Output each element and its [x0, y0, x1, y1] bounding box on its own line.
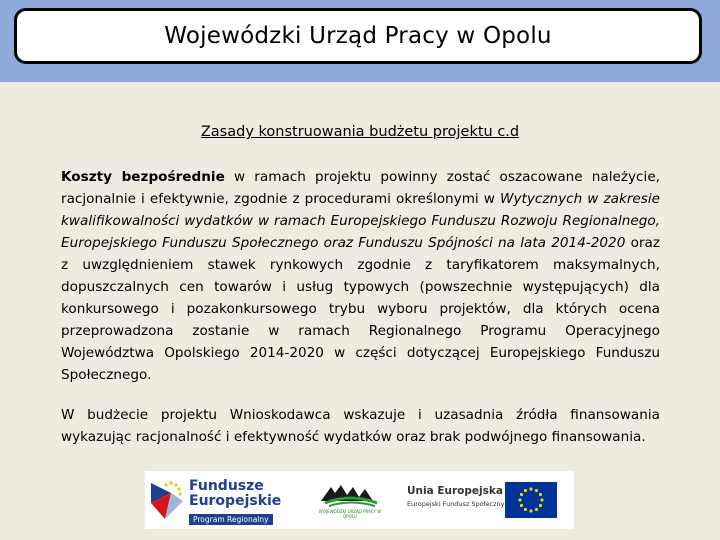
- bold-lead: Koszty bezpośrednie: [61, 169, 225, 185]
- wup-emblem-icon: [315, 479, 385, 509]
- fe-line2: Europejskie: [189, 493, 282, 509]
- fe-star-icon: [149, 477, 185, 523]
- ue-line2: Europejski Fundusz Społeczny: [407, 500, 505, 508]
- title-box: [14, 8, 702, 64]
- wup-opole-logo: [315, 479, 385, 523]
- section-heading: Zasady konstruowania budżetu projektu c.d: [200, 124, 520, 140]
- fe-line3: Program Regionalny: [189, 514, 273, 525]
- wup-caption: WOJEWÓDZKI URZĄD PRACY W OPOLU: [318, 509, 382, 519]
- guidelines-italic: Wytycznych w zakresie kwalifikowalności wydatków w ramach Europejskiego Funduszu Rozwoju Regionalnego, Europejskiego Funduszu Społecznego oraz Funduszu Spójności na lata 2014-2020: [61, 191, 661, 251]
- paragraph-direct-costs: [61, 166, 660, 386]
- eu-flag-icon: [505, 482, 557, 518]
- fe-text: [189, 479, 281, 527]
- ue-line1: Unia Europejska: [407, 485, 503, 497]
- fundusze-europejskie-logo: [149, 477, 299, 523]
- fe-line1: Fundusze: [189, 478, 264, 494]
- logo-strip: [145, 471, 574, 529]
- paragraph1-text-a: w ramach projektu powinny zostać oszacowane należycie, racjonalnie i efektywnie, zgodnie z procedurami określonymi w: [61, 169, 660, 207]
- paragraph-budget: W budżecie projektu Wnioskodawca wskazuje i uzasadnia źródła finansowania wykazując racjonalność i efektywność wydatków oraz brak podwójnego finansowania.: [61, 407, 660, 445]
- slide-title: Wojewódzki Urząd Pracy w Opolu: [164, 23, 552, 49]
- paragraph1-text-b: oraz z uwzględnieniem stawek rynkowych zgodnie z taryfikatorem maksymalnych, dopuszczalnych cen towarów i usług typowych (powszechnie występujących) dla konkursowego i pozakonkursowego trybu wyboru projektów, dla których ocena przeprowadzona zostanie w ramach Regionalnego Programu Operacyjnego Województwa Opolskiego 2014-2020 w części dotyczącej Europejskiego Funduszu Społecznego.: [61, 235, 660, 383]
- ue-text: [407, 485, 504, 508]
